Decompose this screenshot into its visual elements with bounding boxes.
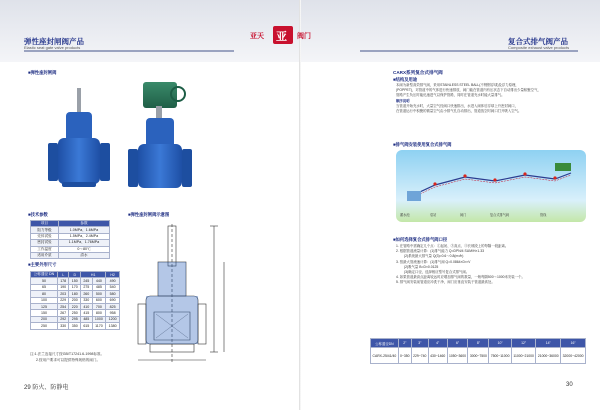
section-tech-heading: ■技术参数 bbox=[28, 212, 48, 217]
table-row: 适用介质 清水 bbox=[31, 252, 110, 258]
tech-header-item: 项目 bbox=[31, 221, 59, 227]
dims-header-d: D bbox=[69, 272, 81, 278]
dims-header-h1: H1 bbox=[81, 272, 106, 278]
section-product-heading: ■弹性座封闸阀 bbox=[28, 70, 57, 75]
tech-header-value: 参数 bbox=[58, 221, 109, 227]
table-row: 阻力等级 1.0MPa、1.6MPa bbox=[31, 227, 110, 233]
table-row: 100 229 200 330 600 690 bbox=[31, 297, 120, 303]
structure-text: 本阀为新型高效排气阀，采用STAINLESS STEEL BALL(不锈钢浮球)及浮力原理， (POPPET)，对管道中的气体进行快速排放，阀门能在管道内有压状态下自动排出少量积聚空气， 管路产生负压时能迅速进气以保护管路，同时在管道充水时能大量排气。 顺序说明 当管道开始充水时，大量空气经阀口快速排出，水进入阀体后浮球上升密封阀口， 在管道运行中积聚的微量空气由小排气孔自动排出，管道放空时阀口打开吸入空气。 bbox=[396, 83, 541, 114]
table-row: 壳体试验 1.5MPa、2.4MPa bbox=[31, 233, 110, 239]
diagram-label-reservoir: 蓄水池 bbox=[400, 213, 410, 217]
dims-header-h2: H2 bbox=[106, 272, 120, 278]
ordering-text: 1. 在管路中需确定几个点：①起闭、③高点、④长坡段上的每隔一段距离。 2. 根据管道流量计算：(1)排气能力 Q=DPN/4 SUM/H×1.33 (2)系统最大排气量 Q(3)=0.6～0.8(m³/h) 3. 按最大管流速计算：(1)排气阀 Q=0.0864×D²×V (2)吸气量 B=D×0.0125 (3)确定口径，选择相应型号复合式排气阀。 4. 如果管道最高点距离较远时应增加排气阀的数量，一般每隔500～1000米安装一个。 5. 排气阀安装前管道应冲洗干净，阀门应垂直安装于管道最高处。 bbox=[396, 244, 525, 285]
right-heading: CARX系列复合式排气阀 bbox=[393, 70, 443, 75]
table-row: 密封试验 1.1MPa、1.76MPa bbox=[31, 240, 110, 246]
section-dims-heading: ■主要外形尺寸 bbox=[28, 262, 57, 267]
table-row: 150 267 250 415 800 958 bbox=[31, 310, 120, 316]
diagram-label-pipeline: 管线 bbox=[540, 213, 547, 217]
dims-note-1: 注:1.法兰连接尺寸按GB/T17241.6-1998标准。 bbox=[30, 352, 105, 356]
dims-table bbox=[30, 271, 120, 330]
valve-cross-section-drawing bbox=[128, 222, 238, 368]
section-layout-heading: ■排气阀安装使用复合式排气阀 bbox=[393, 142, 452, 147]
logo-right-text: 阀门 bbox=[297, 33, 311, 40]
flow-capacity-table: 公称通径DN 2" 3" 4" 6" 8" 10" 12" 14" 16" CARX-25/41/40 0~350 229~740 430~1460 1050~3600 3000~7500 7500~11000 11000~21000 21000~36000 32000~42000 bbox=[370, 338, 586, 364]
tech-params-table bbox=[30, 220, 110, 259]
table-row: 工作温度 0～80℃ bbox=[31, 246, 110, 252]
section-ordering-heading: ■如何选择复合式排气阀口径 bbox=[393, 237, 448, 242]
table-row: 125 254 220 410 700 825 bbox=[31, 303, 120, 309]
right-page-footer: 30 bbox=[566, 382, 573, 388]
section-structure-heading: ■结构及用途 bbox=[393, 77, 418, 82]
right-page-subtitle: Composite exhaust valve products bbox=[508, 45, 570, 50]
logo-mark-icon: 亚 bbox=[273, 26, 293, 44]
left-header-rule bbox=[24, 50, 234, 52]
diagram-label-air-valve: 复合式排气阀 bbox=[490, 213, 510, 217]
table-row: 250 330 350 615 1170 1380 bbox=[31, 323, 120, 329]
table-row: CARX-25/41/40 0~350 229~740 430~1460 1050~3600 3000~7500 7500~11000 11000~21000 21000~36000 32000~42000 bbox=[371, 348, 586, 364]
brand-logo bbox=[250, 26, 348, 46]
left-page-title: 弹性座封闸阀产品 bbox=[24, 37, 84, 46]
dims-header-dn: 公称通径 DN bbox=[31, 272, 58, 278]
right-page-title: 复合式排气阀产品 bbox=[508, 37, 568, 46]
table-row: 50 178 150 245 440 490 bbox=[31, 278, 120, 284]
table-row: 200 292 295 485 1000 1200 bbox=[31, 316, 120, 322]
diagram-label-pump: 泵站 bbox=[430, 213, 437, 217]
dims-note-2: 2.按用户要求可以提供特殊规格的阀门。 bbox=[36, 358, 101, 362]
left-page-subtitle: Elastic seat gate valve products bbox=[24, 45, 81, 50]
pipeline-diagram bbox=[405, 163, 575, 203]
right-header-rule bbox=[360, 50, 578, 52]
section-drawing-heading: ■弹性座封闸阀示意图 bbox=[128, 212, 170, 217]
diagram-label-valve: 阀门 bbox=[460, 213, 467, 217]
dims-header-l: L bbox=[57, 272, 69, 278]
table-row: 80 203 180 260 500 580 bbox=[31, 291, 120, 297]
page-gutter bbox=[299, 0, 301, 410]
logo-left-text: 亚天 bbox=[250, 33, 264, 40]
table-row: 65 190 170 275 485 540 bbox=[31, 284, 120, 290]
left-page-footer: 29 防火、防静电 bbox=[24, 385, 69, 391]
